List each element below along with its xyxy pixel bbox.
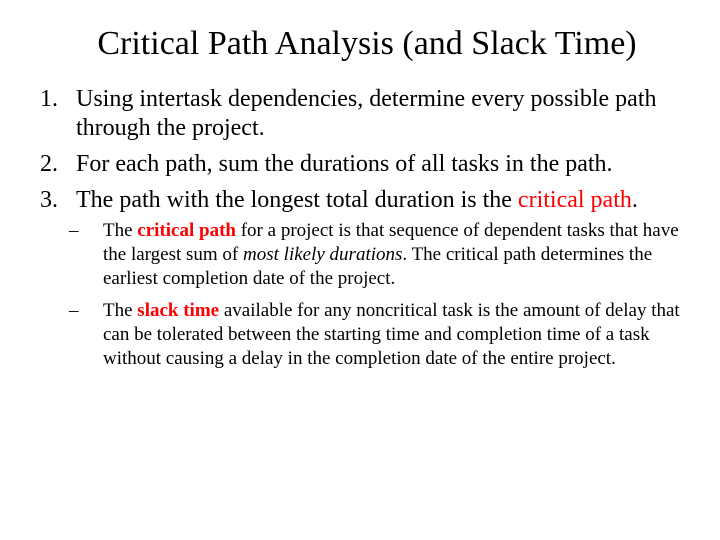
sub-item-text: . The critical path determines the earliest completion date of the project. bbox=[103, 244, 653, 289]
term-critical-path: critical path bbox=[137, 220, 236, 241]
list-item-text-end: . bbox=[631, 187, 638, 213]
sub-item-text: available for any noncritical task is the amount of delay that can be tolerated between the starting time and completion time of a task without causing a delay in the completion date of the entire project. bbox=[103, 300, 680, 369]
list-number: 3. bbox=[40, 187, 58, 213]
list-item-3 bbox=[40, 186, 680, 371]
list-item-text: For each path, sum the durations of all tasks in the path. bbox=[76, 151, 613, 177]
list-item-2 bbox=[40, 150, 680, 179]
italic-phrase: most likely durations bbox=[243, 244, 403, 265]
sub-item-text: The bbox=[103, 220, 138, 241]
sub-list bbox=[69, 219, 680, 371]
list-item-1 bbox=[40, 85, 680, 143]
sub-item-slack-time bbox=[69, 299, 680, 371]
numbered-list bbox=[40, 85, 680, 379]
list-number: 1. bbox=[40, 86, 58, 112]
dash-bullet: – bbox=[69, 300, 79, 321]
sub-item-text: for a project is that sequence of dependent tasks that have the largest sum of bbox=[103, 220, 679, 265]
sub-item-text: The bbox=[103, 300, 138, 321]
list-item-text: The path with the longest total duration is the bbox=[76, 187, 518, 213]
sub-item-critical-path bbox=[69, 219, 680, 291]
list-number: 2. bbox=[40, 151, 58, 177]
dash-bullet: – bbox=[69, 220, 79, 241]
slide-title: Critical Path Analysis (and Slack Time) bbox=[97, 25, 637, 62]
list-item-text: Using intertask dependencies, determine every possible path through the project. bbox=[76, 86, 657, 141]
critical-path-highlight: critical path bbox=[517, 187, 632, 213]
term-slack-time: slack time bbox=[137, 300, 220, 321]
